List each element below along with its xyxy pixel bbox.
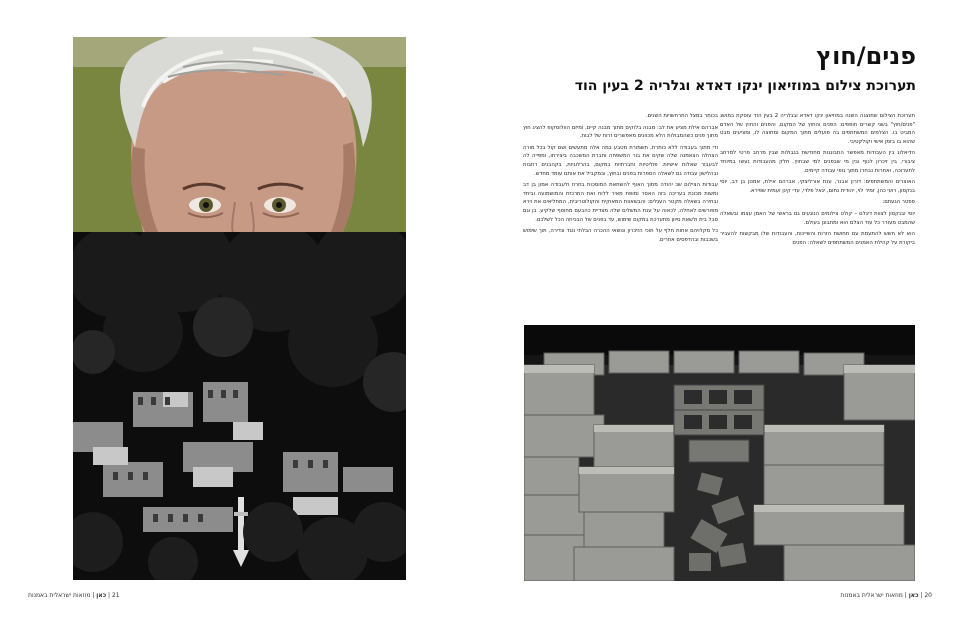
- paragraph: הדיאלוג בין העבודות מאפשר התבוננות מחודשת בגבולות שבין מרחב פרטי למרחב ציבורי, בין זיכרון לנוף ובין מי שבפנים למי שבחוץ. חלק מהעבודות נעשו במיוחד לתערוכה, ואחרות נבחרו מתוך גופי עבודה קיימים.: [720, 150, 915, 174]
- folio-page-number: 20: [924, 592, 932, 599]
- paragraph: ודי מתוך בעבודה ללא כותרת, תשמורת מטבע במה אלה מתעשים ושם קול בכל מורה הצהלה הצאמנה שלה שקים את בור המשפחה וחברת המשכבה ביצירתו, ומפייה לה לבעבור שאלות אישיות. פוליטיות וחברתיות במקום, בהרלוגיות, בקהבנים רחבות ובהלישון עבודה גם לשאלה הספרות בפנים ובחוץ, ובמקביל את אותם עומד מחדש.: [523, 144, 718, 177]
- folio-page-number: 21: [111, 592, 120, 599]
- portrait-photo: [73, 37, 406, 232]
- paragraph: הוא לא חשש להתעמת עם תחושת הזרות והשייכות, והעבודות שלו מבקשות להעביר ביקורת על קהילת האמנים המשתתפים לשאלה: הפנים: [720, 231, 915, 246]
- paragraph: עבודות הצילום שכ יהודה מתוך האוף להשתאת המוסכות בחרוז ולעבודה אמון בן דב ומשות מכונת בעריכה בזה האסר ומופת מאיר ללוח ואת התרכזת והמושמועה וביחד ובחירה בשאלה מקטר העגלים: והבשאוות המאוקית והקולוטריבית, המחליאים את וירא מפורשים לאחלה, לכאוה על ענת המשלים שלה מצדיית כהבעם מחופף שלקיע. בן וגם סבל בית ולשאת סיוון מתערכת במקום שימוש, עד בפנים של הבכיחה הכל לשלכם.: [523, 182, 718, 223]
- article-column-right: [720, 112, 915, 250]
- paragraph: ספטר הגעתם:: [882, 199, 915, 206]
- paragraph: יוסי ובנקסון לצוות דיגלם – קולט צילומים הנוגעים גם בראשי של האמן עצמו ובשאלה שהמבט מעורר כל עוד הצלם הוא ומתבונן בעולם.: [720, 210, 915, 226]
- folio-magazine: כאן: [96, 592, 107, 599]
- folio-right: 20 | כאן | מוזאות ישראלית באמנות: [840, 592, 932, 599]
- folio-section: מוזאות ישראלית באמנות: [28, 592, 91, 599]
- folio-left: 21 | כאן | מוזאות ישראלית באמנות: [28, 592, 120, 599]
- paragraph: האוצרים והמשתתפים: דורון אבנר, ענת אורליצקי, אברהם אילת, אמנון בן דב, יוסי בנקסון, רועי כהן, זמיר לוי, יהודית נחום, יגאל פלדי, עדי קינן ועמית שפירא.: [720, 179, 915, 194]
- folio-magazine: כאן: [908, 592, 919, 599]
- article-column-left: [523, 112, 718, 247]
- article-subheadline: תערוכת צילום במוזיאון ינקו דאדא וגלריה 2 בעין הוד: [574, 78, 916, 94]
- paragraph: תערוכת הצילום שתוצגה השנה במוזיאון ינקו דאדא ובגלריה 2 בעין הוד עוסקת במושג "פנים/חוץ" בשני קשרים חופפים: הפנים והחוץ של המקום, והפנים והחוץ של האדם המביט בו. הצלמים המשתתפים בה פועלים מתוך המקום ומחוצה לו, ומציעים מבט שהוא בו בזמן אישי וקולקטיבי.: [720, 113, 915, 145]
- concrete-blocks-photo: [524, 325, 915, 581]
- paragraph: בכותר במצל התרחשויות השנים.: [645, 113, 718, 119]
- paragraph: אברהם אילת מציע את לב: מבנה בלוקים מתוך מבנה קיים, ומיזם הוולוסקופ להציג חוץ מתוך פנים כשהמבולות הלא מכוונים מאפשרים זרות של לבות.: [523, 124, 718, 140]
- folio-section: מוזאות ישראלית באמנות: [840, 592, 903, 599]
- village-photo-inverted: [73, 232, 406, 580]
- article-headline: פנים/חוץ: [816, 42, 916, 70]
- paragraph: כל מקלויהם אחות חלף על תוכי הזיכרון ונושאי ההכרה הבלתי נוגד ונדירה, תוך שימוש בשכבות ובהדפסים אחרים.: [523, 228, 718, 243]
